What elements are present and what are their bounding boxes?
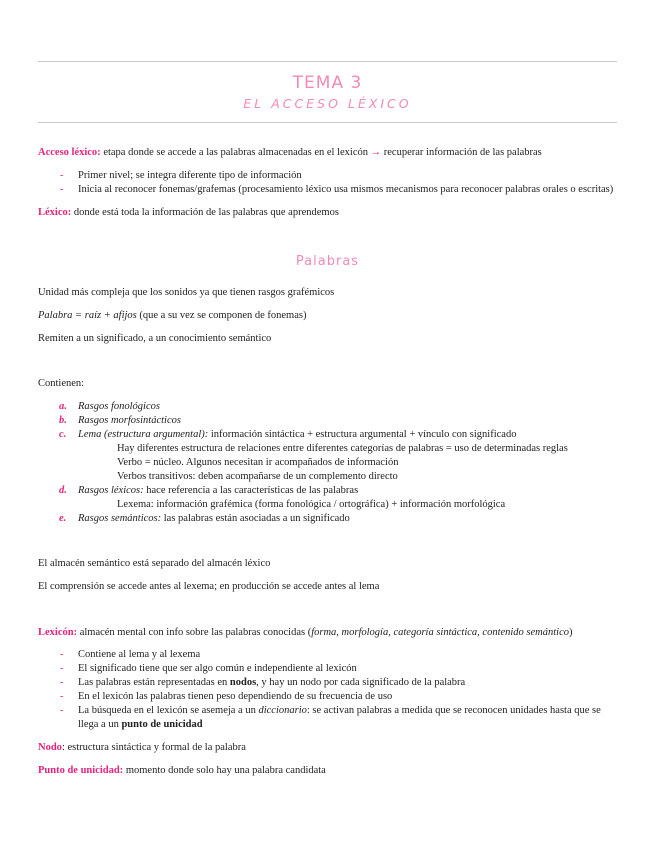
list-letter: d. [59, 485, 67, 496]
lexico-definition [38, 207, 339, 218]
lexicon-term: Lexicón: [38, 627, 78, 638]
lexicon-italic: forma, morfología, categoría sintáctica, contenido semántico [311, 627, 570, 638]
item-bold: punto de unicidad [121, 719, 203, 730]
bullet-dash: - [60, 649, 64, 660]
list-item [78, 485, 358, 496]
acceso-lexico-result: recuperar información de las palabras [381, 147, 542, 158]
bullet-dash: - [60, 663, 64, 674]
bullet-dash: - [60, 691, 64, 702]
arrow-right-icon: → [370, 147, 382, 158]
item-text: hace referencia a las características de las palabras [143, 485, 359, 496]
nodo-definition [38, 742, 246, 753]
list-item: El significado tiene que ser algo común e independiente al lexicón [78, 663, 357, 674]
item-text: las palabras están asociadas a un significado [161, 513, 350, 524]
list-item [78, 429, 516, 440]
item-text: Las palabras están representadas en [78, 677, 230, 688]
punto-unicidad-definition [38, 765, 326, 776]
item-text: información sintáctica + estructura argumental + vínculo con significado [208, 429, 517, 440]
sub-item: Verbos transitivos: deben acompañarse de un complemento directo [117, 471, 398, 482]
list-letter: a. [59, 401, 67, 412]
sub-item: Hay diferentes estructura de relaciones entre diferentes categorías de palabras = uso de determinadas reglas [117, 443, 568, 454]
bullet-dash: - [60, 170, 64, 181]
item-bold: nodos [229, 677, 257, 688]
item-label: Rasgos morfosintácticos [78, 415, 181, 426]
page-subtitle: EL ACCESO LÉXICO [243, 96, 412, 111]
list-item [78, 415, 181, 426]
list-item: En el lexicón las palabras tienen peso dependiendo de su frecuencia de uso [78, 691, 393, 702]
list-letter: b. [59, 415, 67, 426]
acceso-lexico-term: Acceso léxico: [38, 147, 101, 158]
item-text: : se activan palabras a medida que se reconocen unidades hasta que se [306, 705, 601, 716]
sub-item: Verbo = núcleo. Algunos necesitan ir acompañados de información [117, 457, 399, 468]
item-label: Lema (estructura argumental): [78, 429, 209, 440]
list-item [78, 513, 350, 524]
list-item [78, 705, 601, 716]
nodo-text: : estructura sintáctica y formal de la palabra [61, 742, 246, 753]
palabras-paragraph: Remiten a un significado, a un conocimiento semántico [38, 333, 272, 344]
acceso-lexico-definition [38, 147, 542, 158]
page-title: TEMA 3 [292, 73, 363, 93]
list-item [78, 677, 465, 688]
list-letter: e. [59, 513, 67, 524]
formula-italic: Palabra = raíz + afijos [38, 310, 137, 321]
item-italic: diccionario [258, 705, 307, 716]
item-text: llega a un [78, 719, 122, 730]
item-label: Rasgos léxicos: [78, 485, 144, 496]
item-label: Rasgos fonológicos [78, 401, 160, 412]
lexicon-close: ) [569, 627, 573, 638]
nodo-term: Nodo [38, 742, 62, 753]
bullet-dash: - [60, 184, 64, 195]
title-rule [38, 122, 617, 123]
lexico-text: donde está toda la información de las palabras que aprendemos [71, 207, 339, 218]
sub-item: Lexema: información grafémica (forma fonológica / ortográfica) + información morfológica [117, 499, 506, 510]
palabras-formula [38, 310, 306, 321]
lexico-term: Léxico: [38, 207, 72, 218]
palabras-paragraph: Unidad más compleja que los sonidos ya que tienen rasgos grafémicos [38, 287, 335, 298]
almacen-paragraph: El almacén semántico está separado del almacén léxico [38, 558, 271, 569]
comprension-paragraph: El comprensión se accede antes al lexema; en producción se accede antes al lema [38, 581, 380, 592]
item-label: Rasgos semánticos: [78, 513, 162, 524]
list-item: Inicia al reconocer fonemas/grafemas (procesamiento léxico usa mismos mecanismos para reconocer palabras orales o escritas) [78, 184, 614, 195]
list-item: Primer nivel; se integra diferente tipo de información [78, 170, 302, 181]
punto-unicidad-text: momento donde solo hay una palabra candidata [123, 765, 326, 776]
bullet-dash: - [60, 677, 64, 688]
acceso-lexico-text: etapa donde se accede a las palabras almacenadas en el lexicón [100, 147, 371, 158]
formula-note: (que a su vez se componen de fonemas) [136, 310, 307, 321]
item-text: La búsqueda en el lexicón se asemeja a un [78, 705, 259, 716]
item-text: , y hay un nodo por cada significado de la palabra [256, 677, 466, 688]
top-rule [38, 61, 617, 62]
bullet-dash: - [60, 705, 64, 716]
punto-unicidad-term: Punto de unicidad: [38, 765, 124, 776]
section-heading-palabras: Palabras [295, 254, 360, 269]
list-item [78, 401, 160, 412]
list-item: Contiene al lema y al lexema [78, 649, 201, 660]
contienen-label: Contienen: [38, 378, 85, 389]
list-item-continuation [78, 719, 203, 730]
list-letter: c. [59, 429, 67, 440]
lexicon-definition [38, 627, 573, 638]
lexicon-text: almacén mental con info sobre las palabras conocidas ( [77, 627, 312, 638]
